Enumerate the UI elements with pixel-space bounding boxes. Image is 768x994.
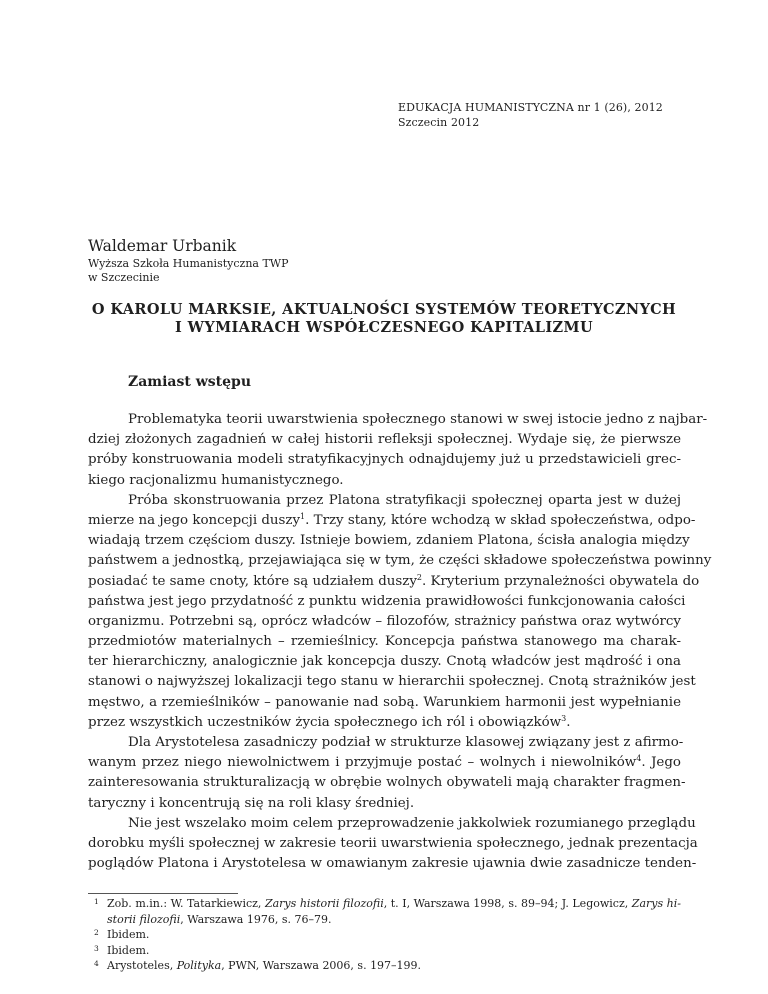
body-line-text: dorobku myśli społecznej w zakresie teorii uwarstwienia społecznego, jednak prezentacja — [88, 835, 698, 851]
footnote-text: Polityka — [176, 959, 222, 972]
footnote-number: 1 — [94, 897, 99, 906]
body-line-text: . Kryterium przynależności obywatela do — [422, 573, 700, 589]
body-line-text: państwem a jednostką, przejawiająca się w tym, że części składowe społeczeństwa powinny — [88, 553, 712, 569]
body-line-text: wanym przez niego niewolnictwem i przyjmuje postać – wolnych i niewolników — [88, 755, 637, 771]
body-line-text: taryczny i koncentrują się na roli klasy średniej. — [88, 795, 415, 811]
body-line-text: . — [566, 714, 571, 730]
body-line-text: wiadają trzem częściom duszy. Istnieje bowiem, zdaniem Platona, ścisła analogia między — [88, 533, 690, 549]
footnote — [88, 927, 681, 943]
body-line-text: organizmu. Potrzebni są, oprócz władców – filozofów, strażnicy państwa oraz wytwórcy — [88, 613, 681, 629]
footnote-text: Zarys historii filozofii — [264, 897, 384, 910]
body-line-text: państwa jest jego przydatność z punktu widzenia prawidłowości funkcjonowania całości — [88, 593, 686, 609]
body-line-text: dziej złożonych zagadnień w całej historii refleksji społecznej. Wydaje się, że pierwsze — [88, 432, 681, 448]
body-line-text: męstwo, a rzemieślników – panowanie nad sobą. Warunkiem harmonii jest wypełnianie — [88, 694, 681, 710]
footnote-text: Zarys hi- — [631, 897, 681, 910]
body-line — [88, 531, 690, 551]
author-name: Waldemar Urbanik — [88, 237, 237, 255]
body-line-text: Problematyka teorii uwarstwienia społecznego stanowi w swej istocie jedno z najbar- — [128, 412, 708, 427]
footnote-number: 3 — [94, 943, 99, 953]
affiliation-line-1: Wyższa Szkoła Humanistyczna TWP — [88, 257, 289, 270]
body-line — [88, 854, 697, 874]
footnote-ref[interactable]: 2 — [416, 572, 423, 582]
body-line-text: zainteresowania strukturalizacją w obrębie wolnych obywateli mają charakter fragmen- — [88, 775, 686, 791]
journal-name: EDUKACJA HUMANISTYCZNA nr 1 (26), 2012 — [398, 101, 663, 114]
footnote — [88, 943, 681, 959]
body-line-text: ter hierarchiczny, analogicznie jak koncepcja duszy. Cnotą władców jest mądrość i ona — [88, 654, 681, 670]
footnotes — [88, 896, 681, 974]
body-line — [88, 672, 696, 692]
title-line-1: O KAROLU MARKSIE, AKTUALNOŚCI SYSTEMÓW TEORETYCZNYCH — [91, 301, 677, 318]
body-line — [88, 794, 681, 814]
body-text — [88, 410, 712, 874]
body-line-text: Próba skonstruowania przez Platona stratyfikacji społecznej oparta jest w dużej — [128, 492, 681, 508]
body-line — [88, 693, 681, 713]
body-line-text: mierze na jego koncepcji duszy — [88, 512, 301, 528]
footnote-text: Ibidem. — [107, 943, 150, 957]
affiliation-line-2: w Szczecinie — [88, 271, 160, 284]
body-line-text: posiadać te same cnoty, które są udziałem duszy — [88, 573, 417, 589]
body-line — [88, 410, 708, 430]
body-line-text: próby konstruowania modeli stratyfikacyjnych odnajdujemy już u przedstawicieli grec- — [88, 452, 681, 468]
body-line — [88, 834, 698, 854]
footnote-number: 4 — [94, 959, 99, 968]
body-line — [88, 572, 700, 592]
footnote-text: , Warszawa 1976, s. 76–79. — [180, 912, 332, 926]
body-line — [88, 733, 684, 753]
footnote-text: storii filozofii — [107, 912, 181, 926]
body-line-text: Dla Arystotelesa zasadniczy podział w strukturze klasowej związany jest z afirmo- — [128, 735, 684, 750]
footnote-ref[interactable]: 3 — [561, 713, 567, 723]
body-line — [88, 612, 681, 632]
body-line-text: poglądów Platona i Arystotelesa w omawianym zakresie ujawnia dwie zasadnicze tenden- — [88, 856, 697, 872]
footnote — [88, 896, 681, 927]
body-line — [88, 551, 712, 571]
body-line — [88, 773, 686, 793]
body-line-text: . Trzy stany, które wchodzą w skład społeczeństwa, odpo- — [305, 512, 696, 528]
body-line — [88, 814, 696, 834]
body-line-text: kiego racjonalizmu humanistycznego. — [88, 472, 344, 488]
body-line-text: Nie jest wszelako moim celem przeprowadzenie jakkolwiek rozumianego przeglądu — [128, 815, 696, 831]
footnote-number: 2 — [94, 928, 99, 937]
article-title — [88, 301, 680, 337]
body-line — [88, 450, 681, 470]
body-line-text: przedmiotów materialnych – rzemieślnicy. Koncepcja państwa stanowego ma charak- — [88, 634, 681, 650]
footnote-ref[interactable]: 4 — [636, 754, 642, 764]
footnote-text: Arystoteles, — [107, 959, 177, 972]
body-line-text: . Jego — [641, 755, 681, 771]
body-line — [88, 430, 681, 450]
author-affiliation — [88, 257, 289, 285]
body-line — [88, 753, 681, 773]
body-line — [88, 491, 681, 511]
title-line-2: I WYMIARACH WSPÓŁCZESNEGO KAPITALIZMU — [175, 319, 593, 336]
body-line — [88, 652, 681, 672]
section-heading: Zamiast wstępu — [128, 374, 251, 390]
footnote-text: , PWN, Warszawa 2006, s. 197–199. — [221, 959, 422, 972]
footnote-separator — [88, 893, 238, 894]
footnote-text: Ibidem. — [107, 928, 150, 941]
body-line — [88, 632, 681, 652]
body-line-text: przez wszystkich uczestników życia społecznego ich ról i obowiązków — [88, 714, 562, 730]
footnote — [88, 958, 681, 974]
journal-place-year: Szczecin 2012 — [398, 116, 480, 129]
footnote-ref[interactable]: 1 — [300, 511, 306, 521]
body-line-text: stanowi o najwyższej lokalizacji tego stanu w hierarchii społecznej. Cnotą strażników jest — [88, 674, 696, 690]
body-line — [88, 713, 681, 733]
footnote-text: , t. I, Warszawa 1998, s. 89–94; J. Legowicz, — [383, 897, 632, 910]
journal-header — [398, 100, 663, 130]
body-line — [88, 471, 681, 491]
body-line — [88, 592, 686, 612]
body-line — [88, 511, 696, 531]
footnote-text: Zob. m.in.: W. Tatarkiewicz, — [107, 897, 265, 910]
